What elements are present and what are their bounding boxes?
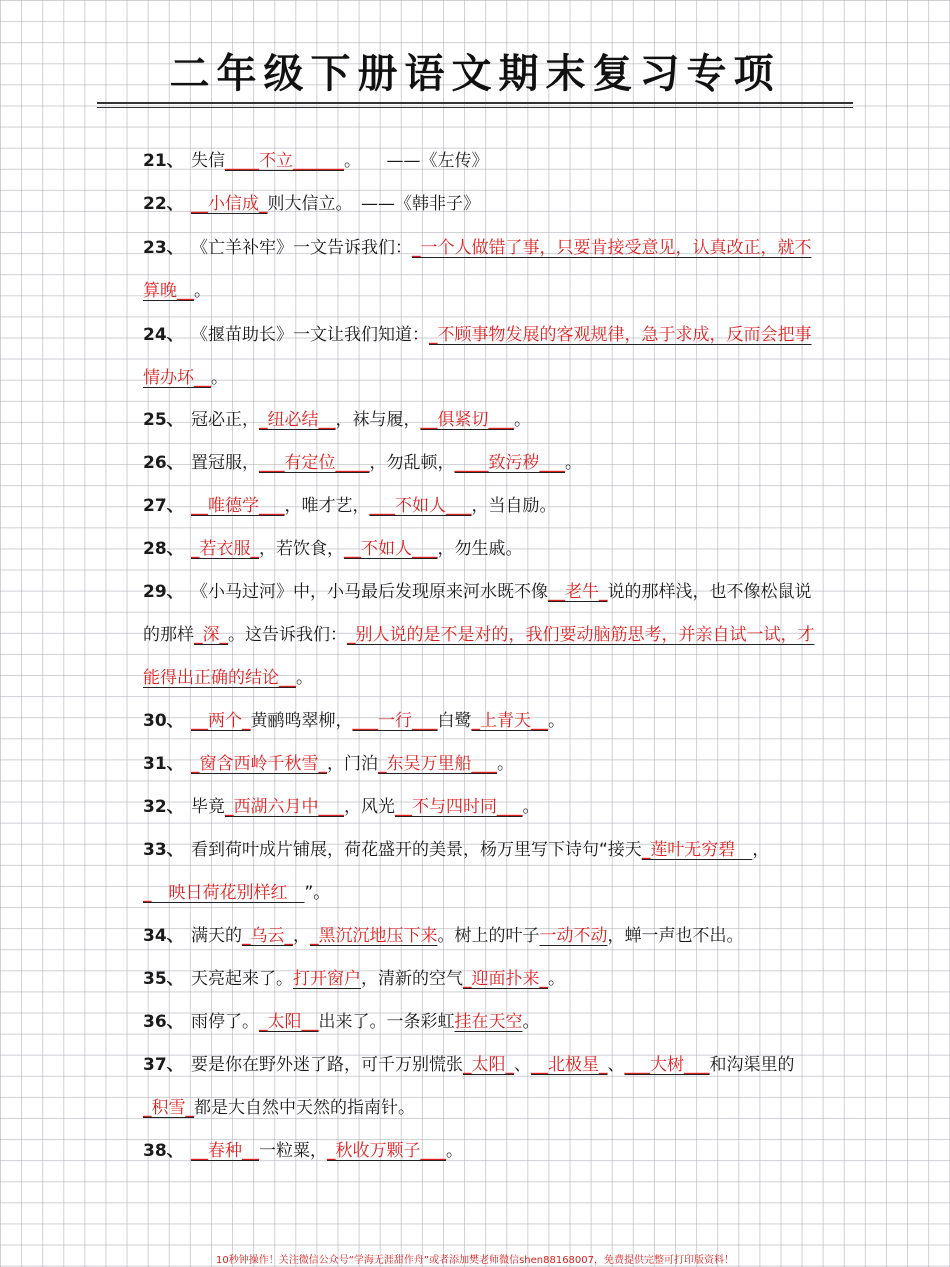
page-title: 二年级下册语文期末复习专项 [169,50,781,97]
question-text: 和沟渠里的 [709,1055,795,1075]
question-number: 36、 [143,1012,184,1032]
question-number: 38、 [143,1141,184,1161]
question-text: 。 ——《左传》 [344,151,489,171]
question-number: 35、 [143,969,184,989]
answer-blank: _秋收万颗子___ [327,1141,446,1161]
answer-blank: _若衣服_ [191,539,259,559]
answer-blank: _上青天__ [471,711,548,731]
answer-blank: __两个_ [191,711,251,731]
question-text: 。 [194,281,211,301]
answer-blank: _迎面扑来_ [463,969,548,989]
question-text: 。 [565,453,582,473]
question-number: 26、 [143,453,184,473]
answer-blank: ___一行___ [352,711,438,731]
answer-blank: ___不如人___ [369,496,472,516]
question-text: 黄鹂鸣翠柳， [250,711,353,731]
question-number: 24、 [143,325,184,345]
question-text: 《小马过河》中，小马最后发现原来河水既不像 [191,582,548,602]
answer-blank: _别人说的是不是对的，我们要动脑筋思考，并亲自试一试，才能得出正确的结论__ [143,625,815,688]
question-37 [143,1044,815,1130]
question-text: ，若饮食， [259,539,344,559]
question-text: 、 [514,1055,531,1075]
question-text: 。 [497,754,514,774]
question-text: 白鹭 [437,711,472,731]
question-34 [143,915,815,958]
question-text: ，风光 [344,797,395,817]
answer-blank: _纽必结__ [259,410,336,430]
answer-blank: __俱紧切___ [420,410,514,430]
question-text: 置冠服， [191,453,259,473]
question-22 [143,183,815,226]
question-number: 37、 [143,1055,184,1075]
question-38 [143,1130,815,1173]
question-text: 要是你在野外迷了路，可千万别慌张 [191,1055,463,1075]
question-text: 。 [522,797,540,817]
question-text: 毕竟 [191,797,225,817]
question-number: 23、 [143,238,184,258]
question-text: 。 [522,1012,540,1032]
question-24 [143,314,815,400]
question-text: 都是大自然中天然的指南针。 [194,1098,415,1118]
answer-blank: _一个人做错了事，只要肯接受意见，认真改正，就不算晚__ [143,238,812,301]
question-35 [143,958,815,1001]
question-32 [143,786,815,829]
answer-blank: _太阳_ [463,1055,514,1075]
question-number: 28、 [143,539,184,559]
question-text: ”。 [304,883,331,903]
question-text: 满天的 [191,926,242,946]
question-text: ，袜与履， [335,410,421,430]
question-30 [143,700,815,743]
question-text: 。 [514,410,531,430]
title-divider [97,102,853,104]
question-text: ，勿乱顿， [369,453,455,473]
answer-blank: __北极星_ [531,1055,608,1075]
question-text: 冠必正， [191,410,259,430]
answer-blank: 一动不动 [539,926,608,946]
question-27 [143,485,815,528]
answer-blank: _东吴万里船___ [378,754,497,774]
answer-blank: 挂在天空 [454,1012,523,1032]
question-33 [143,829,815,915]
question-text: ，清新的空气 [361,969,463,989]
answer-blank: ____致污秽___ [454,453,565,473]
question-text: 。 [548,969,565,989]
title-divider-thin [97,107,853,108]
question-text: 天亮起来了。 [191,969,293,989]
question-number: 22、 [143,194,184,214]
question-text: 说的那样浅，也不像松鼠说的那样 [143,582,812,645]
answer-blank: _深_ [194,625,228,645]
question-number: 21、 [143,151,184,171]
answer-blank: 打开窗户 [293,969,361,989]
answer-blank: ___有定位____ [259,453,370,473]
answer-blank: ____不立______ [225,151,344,171]
answer-blank: __不与四时同___ [395,797,523,817]
answer-blank: _西湖六月中___ [225,797,344,817]
question-number: 29、 [143,582,184,602]
question-text: 。 [296,668,313,688]
question-31 [143,743,815,786]
answer-blank: _ 映日荷花别样红 [143,883,305,903]
question-text: ， [293,926,310,946]
question-text: 。 [211,368,228,388]
question-text: ，勿生戚。 [437,539,523,559]
question-number: 27、 [143,496,184,516]
question-text: 一粒粟， [259,1141,327,1161]
question-text: 雨停了。 [191,1012,259,1032]
question-number: 32、 [143,797,184,817]
question-text: ，当自励。 [471,496,557,516]
question-text: 。 [548,711,565,731]
question-text: 。 [446,1141,463,1161]
question-number: 31、 [143,754,184,774]
question-text: 看到荷叶成片铺展，荷花盛开的美景，杨万里写下诗句“接天 [191,840,642,860]
question-number: 30、 [143,711,184,731]
question-text: 《亡羊补牢》一文告诉我们： [191,238,412,258]
question-text: 则大信立。 ——《韩非子》 [267,194,480,214]
question-text: ，唯才艺， [284,496,370,516]
question-text: 。树上的叶子 [437,926,540,946]
footer-note: 10秒钟操作！关注微信公众号“学海无涯甜作舟”或者添加樊老师微信shen88168007，免费提供完整可打印版资料！ [215,1255,735,1266]
answer-blank: ___大树___ [624,1055,710,1075]
question-21 [143,140,815,183]
question-text: 《揠苗助长》一文让我们知道： [191,325,429,345]
answer-blank: _积雪_ [143,1098,194,1118]
question-text: ，蝉一声也不出。 [607,926,744,946]
question-28 [143,528,815,571]
question-text: ， [752,840,770,860]
answer-blank: __小信成_ [191,194,268,214]
question-number: 33、 [143,840,184,860]
answer-blank: __不如人___ [344,539,438,559]
question-29 [143,571,815,700]
answer-blank: __唯德学___ [191,496,285,516]
question-number: 25、 [143,410,184,430]
answer-blank: __春种__ [191,1141,259,1161]
answer-blank: _莲叶无穷碧 [641,840,753,860]
question-text: 出来了。一条彩虹 [318,1012,455,1032]
question-text: 。这告诉我们： [228,625,347,645]
answer-blank: _乌云_ [242,926,293,946]
answer-blank: _不顾事物发展的客观规律，急于求成，反而会把事情办坏__ [143,325,812,388]
question-number: 34、 [143,926,184,946]
answer-blank: _黑沉沉地压下来 [310,926,438,946]
question-text: 、 [607,1055,625,1075]
question-36 [143,1001,815,1044]
question-26 [143,442,815,485]
answer-blank: _窗含西岭千秋雪_ [191,754,327,774]
question-text: 失信 [191,151,225,171]
question-25 [143,399,815,442]
answer-blank: __老牛_ [548,582,608,602]
question-23 [143,227,815,313]
question-text: ，门泊 [327,754,378,774]
answer-blank: _太阳__ [259,1012,319,1032]
